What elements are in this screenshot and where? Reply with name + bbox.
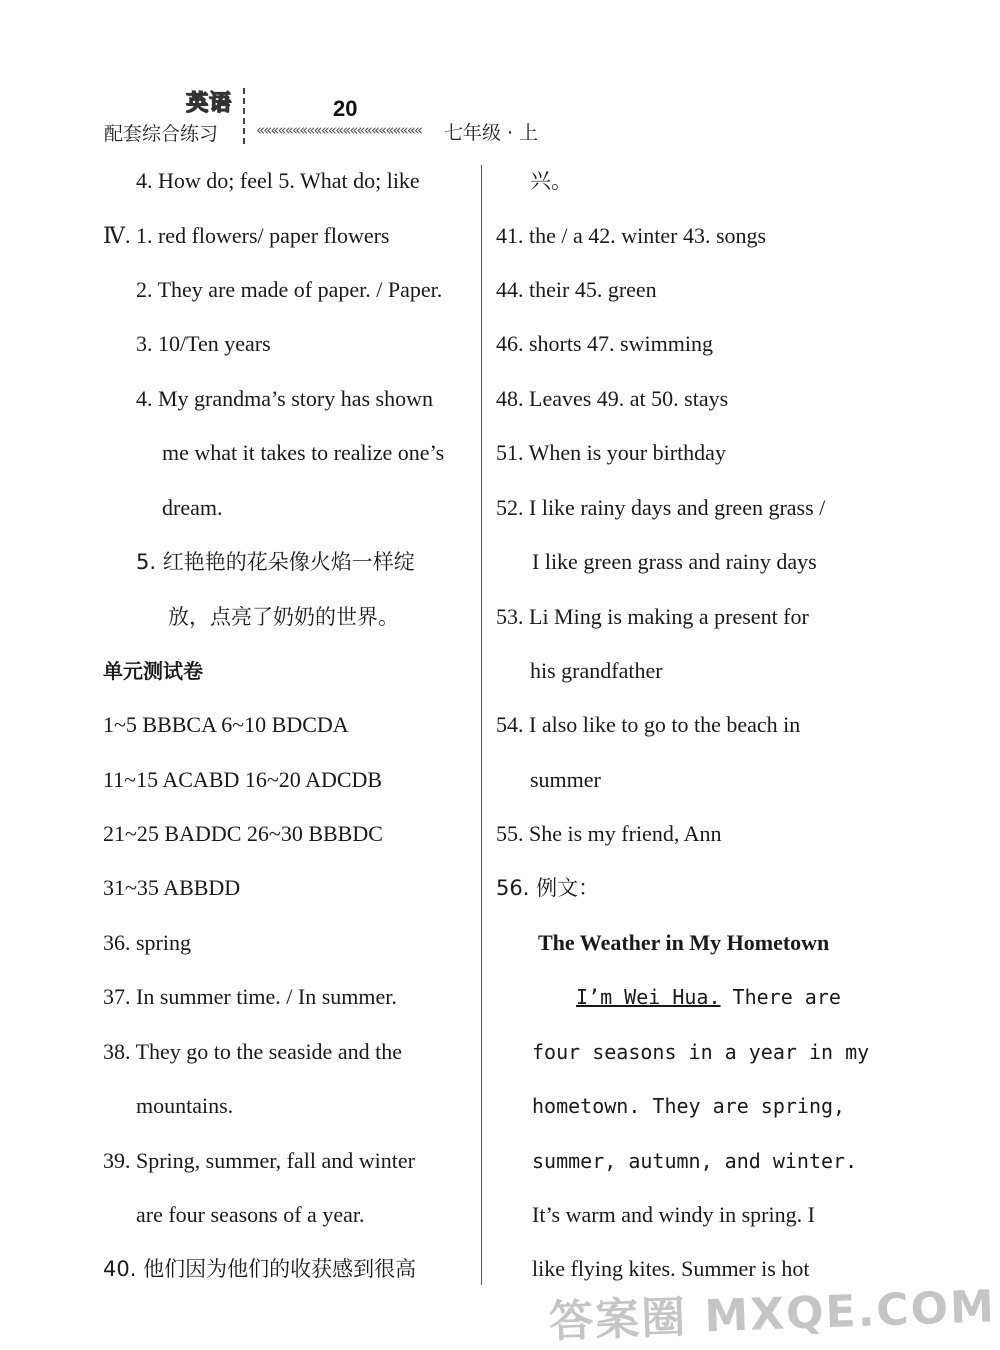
grade-label: 七年级 · 上 xyxy=(444,122,539,144)
answer-line: 11~15 ACABD 16~20 ADCDB xyxy=(103,767,383,792)
essay-line: It’s warm and windy in spring. I xyxy=(532,1202,815,1227)
answer-line: I like green grass and rainy days xyxy=(532,549,817,574)
answer-line: 4. How do; feel 5. What do; like xyxy=(136,168,420,193)
section-heading: 单元测试卷 xyxy=(103,659,203,683)
answer-line: 44. their 45. green xyxy=(496,277,657,302)
answer-line: 55. She is my friend, Ann xyxy=(496,821,722,846)
series-title: 配套综合练习 xyxy=(104,123,219,145)
answer-line: mountains. xyxy=(136,1093,234,1118)
answer-line: Ⅳ. 1. red flowers/ paper flowers xyxy=(103,223,390,248)
essay-title: The Weather in My Hometown xyxy=(538,930,830,955)
subject-logo: 英语 xyxy=(186,91,233,116)
answer-line: are four seasons of a year. xyxy=(136,1202,365,1227)
answer-line: 4. My grandma’s story has shown xyxy=(136,386,433,411)
answer-line: 37. In summer time. / In summer. xyxy=(103,984,397,1009)
answer-line: 56. 例文： xyxy=(496,876,600,900)
answer-line: 放，点亮了奶奶的世界。 xyxy=(168,605,399,629)
answer-line: dream. xyxy=(162,495,223,520)
answer-line: 40. 他们因为他们的收获感到很高 xyxy=(103,1257,417,1281)
page-number: 20 xyxy=(333,96,358,121)
answer-line: 31~35 ABBDD xyxy=(103,875,241,900)
essay-line: like flying kites. Summer is hot xyxy=(532,1256,810,1281)
essay-line: hometown. They are spring, xyxy=(532,1094,846,1118)
answer-line: 46. shorts 47. swimming xyxy=(496,331,713,356)
answer-line: 53. Li Ming is making a present for xyxy=(496,604,809,629)
header-arrows: ««««««««««««««««««««««« xyxy=(256,121,422,139)
answer-line: 41. the / a 42. winter 43. songs xyxy=(496,223,767,248)
essay-name: I’m Wei Hua. xyxy=(576,985,721,1009)
answer-line: 39. Spring, summer, fall and winter xyxy=(103,1148,415,1173)
header-divider xyxy=(243,88,245,144)
column-divider xyxy=(481,165,482,1285)
answer-line: 2. They are made of paper. / Paper. xyxy=(136,277,443,302)
essay-line xyxy=(576,982,841,1012)
essay-line: four seasons in a year in my xyxy=(532,1040,870,1064)
answer-line: 48. Leaves 49. at 50. stays xyxy=(496,386,729,411)
answer-line: 5. 红艳艳的花朵像火焰一样绽 xyxy=(136,550,415,574)
essay-line: summer, autumn, and winter. xyxy=(532,1149,858,1173)
watermark: 答案圈 MXQE.COM xyxy=(548,1281,997,1348)
answer-line: 3. 10/Ten years xyxy=(136,331,271,356)
answer-line: 21~25 BADDC 26~30 BBBDC xyxy=(103,821,383,846)
answer-line: 1~5 BBBCA 6~10 BDCDA xyxy=(103,712,349,737)
answer-line: 54. I also like to go to the beach in xyxy=(496,712,801,737)
answer-line: 38. They go to the seaside and the xyxy=(103,1039,402,1064)
answer-line: 兴。 xyxy=(530,169,572,193)
answer-line: 52. I like rainy days and green grass / xyxy=(496,495,826,520)
answer-line: summer xyxy=(530,767,601,792)
answer-line: his grandfather xyxy=(530,658,663,683)
essay-text: There are xyxy=(720,985,841,1009)
answer-line: 51. When is your birthday xyxy=(496,440,726,465)
answer-line: 36. spring xyxy=(103,930,191,955)
answer-line: me what it takes to realize one’s xyxy=(162,440,445,465)
